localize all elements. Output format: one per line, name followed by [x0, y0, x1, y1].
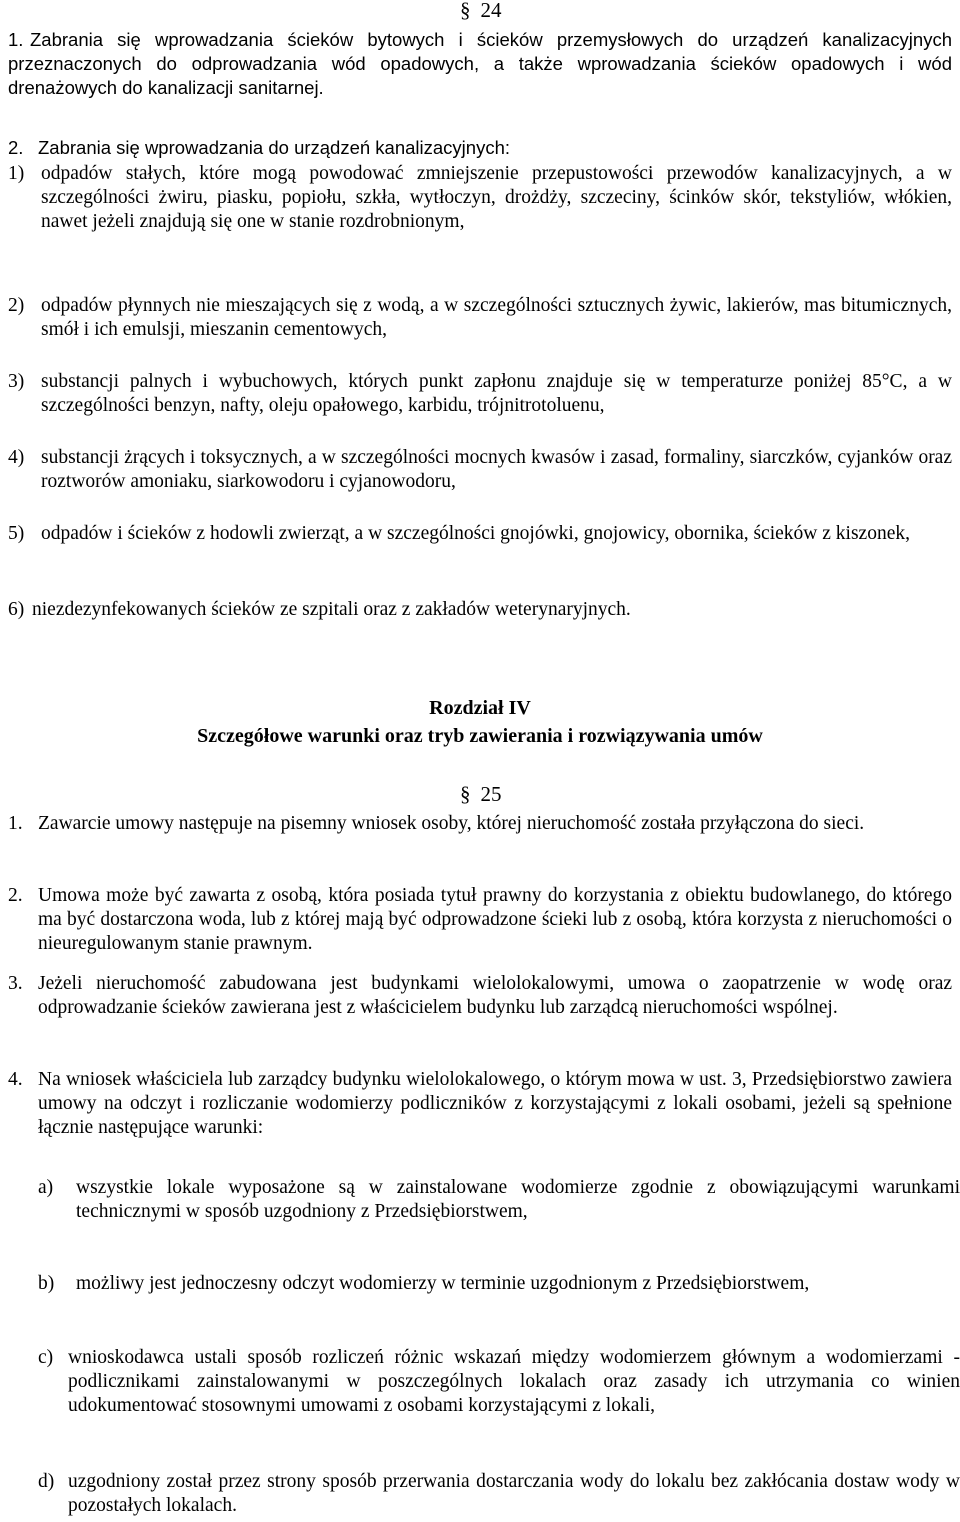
condition-text: wszystkie lokale wyposażone są w zainstalowane wodomierze zgodnie z obowiązującymi warunkami technicznymi w sposób uzgodniony z Przedsiębiorstwem, [76, 1177, 960, 1222]
paragraph-text: Na wniosek właściciela lub zarządcy budynku wielolokalowego, o którym mowa w ust. 3, Przedsiębiorstwo zawiera umowy na odczyt i rozliczanie wodomierzy podliczników z korzystającymi z lokali osobami, jeżeli są spełnione łącznie następujące warunki: [38, 1069, 952, 1138]
sec24-paragraph-2 [8, 136, 952, 160]
item-number: 1) [8, 163, 25, 184]
sec25-condition-b [38, 1272, 960, 1296]
item-number: 4) [8, 447, 25, 468]
sec24-paragraph-1 [8, 28, 952, 100]
section-25-heading [8, 784, 952, 808]
section-symbol: § [460, 782, 471, 806]
chapter-subtitle: Szczegółowe warunki oraz tryb zawierania i rozwiązywania umów [197, 725, 763, 747]
section-symbol: § [460, 0, 471, 22]
section-24-heading [8, 0, 952, 24]
item-text: substancji żrących i toksycznych, a w szczególności mocnych kwasów i zasad, formaliny, siarczków, cyjanków oraz roztworów amoniaku, siarkowodoru i cyjanowodoru, [41, 447, 952, 492]
paragraph-number: 2. [8, 885, 23, 906]
sec25-condition-a [38, 1176, 960, 1224]
condition-letter: c) [38, 1347, 54, 1368]
condition-letter: a) [38, 1177, 54, 1198]
sec25-paragraph-3 [8, 972, 952, 1020]
section-number: 25 [480, 782, 502, 806]
item-number: 6) [8, 599, 25, 620]
sec25-condition-d [38, 1470, 960, 1518]
sec24-item-1 [8, 162, 952, 234]
paragraph-text: Zawarcie umowy następuje na pisemny wniosek osoby, której nieruchomość została przyłączona do sieci. [38, 813, 865, 834]
condition-text: możliwy jest jednoczesny odczyt wodomierzy w terminie uzgodnionym z Przedsiębiorstwem, [76, 1273, 810, 1294]
sec25-condition-c [38, 1346, 960, 1418]
item-number: 3) [8, 371, 25, 392]
condition-text: uzgodniony został przez strony sposób przerwania dostarczania wody do lokalu bez zakłócania dostaw wody w pozostałych lokalach. [68, 1471, 960, 1516]
sec25-paragraph-2 [8, 884, 952, 956]
item-text: odpadów i ścieków z hodowli zwierząt, a w szczególności gnojówki, gnojowicy, obornika, ścieków z kiszonek, [41, 523, 910, 544]
chapter-title: Rozdział IV [429, 697, 531, 719]
item-number: 5) [8, 523, 25, 544]
sec25-paragraph-4 [8, 1068, 952, 1140]
condition-text: wnioskodawca ustali sposób rozliczeń różnic wskazań między wodomierzem głównym a wodomierzami - podlicznikami zainstalowanymi w poszczególnych lokalach oraz zasady ich utrzymania co winien udokumentować stosownymi umowami z osobami korzystającymi z lokali, [68, 1347, 960, 1416]
sec24-item-3 [8, 370, 952, 418]
paragraph-number: 2. [8, 137, 24, 158]
sec24-item-5 [8, 522, 952, 546]
paragraph-text: Zabrania się wprowadzania ścieków bytowych i ścieków przemysłowych do urządzeń kanalizacyjnych przeznaczonych do odprowadzania wód opadowych, a także wprowadzania ścieków opadowych i wód drenażowych do kanalizacji sanitarnej. [8, 29, 952, 98]
paragraph-text: Zabrania się wprowadzania do urządzeń kanalizacyjnych: [38, 137, 511, 158]
sec24-item-6 [8, 598, 952, 622]
sec24-item-4 [8, 446, 952, 494]
section-number: 24 [480, 0, 502, 22]
condition-letter: b) [38, 1273, 55, 1294]
item-number: 2) [8, 295, 25, 316]
paragraph-text: Umowa może być zawarta z osobą, która posiada tytuł prawny do korzystania z obiektu budowlanego, do którego ma być dostarczona woda, lub z której mają być odprowadzone ścieki lub z osobą, która korzysta z nieruchomości o nieuregulowanym stanie prawnym. [38, 885, 952, 954]
item-text: niezdezynfekowanych ścieków ze szpitali oraz z zakładów weterynaryjnych. [32, 599, 631, 620]
paragraph-number: 1. [8, 29, 24, 50]
sec25-paragraph-1 [8, 812, 952, 836]
paragraph-number: 4. [8, 1069, 23, 1090]
sec24-item-2 [8, 294, 952, 342]
condition-letter: d) [38, 1471, 55, 1492]
item-text: substancji palnych i wybuchowych, których punkt zapłonu znajduje się w temperaturze poniżej 85°C, a w szczególności benzyn, nafty, oleju opałowego, karbidu, trójnitrotoluenu, [41, 371, 952, 416]
item-text: odpadów płynnych nie mieszających się z wodą, a w szczególności sztucznych żywic, lakierów, mas bitumicznych, smół i ich emulsji, mieszanin cementowych, [41, 295, 952, 340]
paragraph-number: 3. [8, 973, 23, 994]
paragraph-text: Jeżeli nieruchomość zabudowana jest budynkami wielolokalowymi, umowa o zaopatrzenie w wodę oraz odprowadzanie ścieków zawierana jest z właścicielem budynku lub zarządcą nieruchomości wspólnej. [38, 973, 952, 1018]
item-text: odpadów stałych, które mogą powodować zmniejszenie przepustowości przewodów kanalizacyjnych, a w szczególności żwiru, piasku, popiołu, szkła, wytłoczyn, drożdży, szczeciny, ścinków skór, tekstyliów, włókien, nawet jeżeli znajdują się one w stanie rozdrobnionym, [41, 163, 952, 232]
paragraph-number: 1. [8, 813, 23, 834]
